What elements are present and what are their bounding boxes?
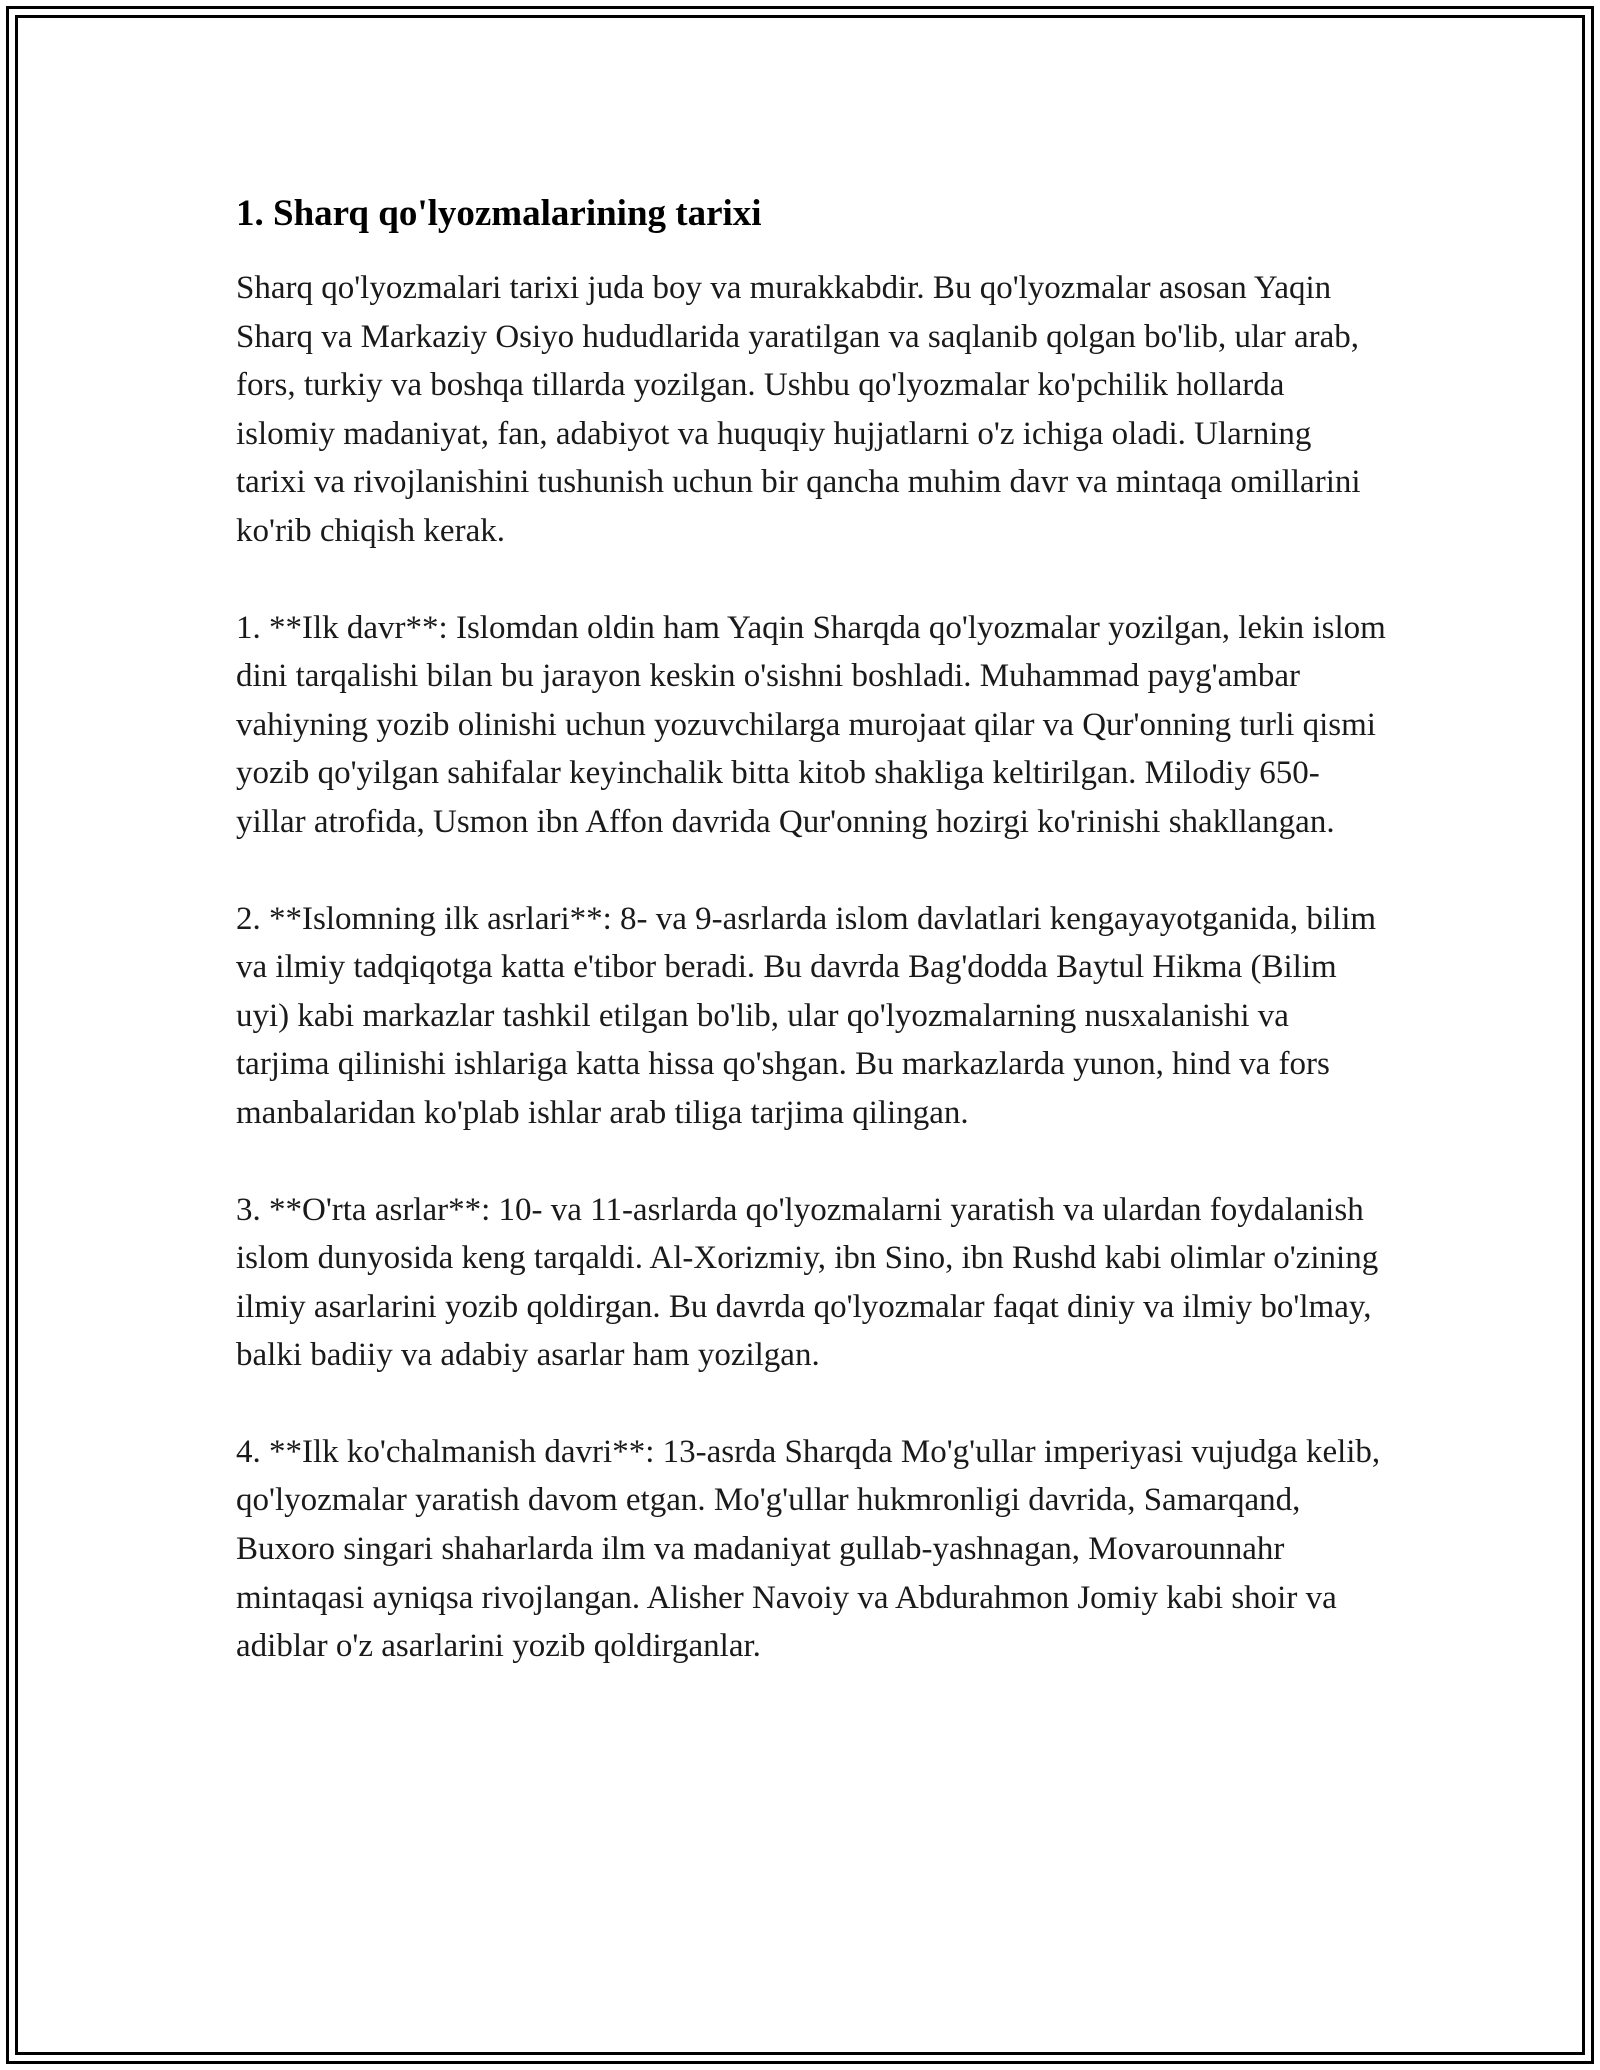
paragraph-ilk-davr: 1. **Ilk davr**: Islomdan oldin ham Yaqin Sharqda qo'lyozmalar yozilgan, lekin islom dini tarqalishi bilan bu jarayon keskin o'sishni boshladi. Muhammad payg'ambar vahiyning yozib olinishi uchun yozuvchilarga murojaat qilar va Qur'onning turli qismi yozib qo'yilgan sahifalar keyinchalik bitta kitob shakliga keltirilgan. Milodiy 650-yillar atrofida, Usmon ibn Affon davrida Qur'onning hozirgi ko'rinishi shakllangan. <box>236 609 1386 840</box>
paragraph-orta-asrlar: 3. **O'rta asrlar**: 10- va 11-asrlarda qo'lyozmalarni yaratish va ulardan foydalanish islom dunyosida keng tarqaldi. Al-Xorizmiy, ibn Sino, ibn Rushd kabi olimlar o'zining ilmiy asarlarini yozib qoldirgan. Bu davrda qo'lyozmalar faqat diniy va ilmiy bo'lmay, balki badiiy va adabiy asarlar ham yozilgan. <box>236 1191 1379 1374</box>
paragraph-islomning-ilk-asrlari: 2. **Islomning ilk asrlari**: 8- va 9-asrlarda islom davlatlari kengayayotganida, bilim va ilmiy tadqiqotga katta e'tibor beradi. Bu davrda Bag'dodda Baytul Hikma (Bilim uyi) kabi markazlar tashkil etilgan bo'lib, ular qo'lyozmalarning nusxalanishi va tarjima qilinishi ishlariga katta hissa qo'shgan. Bu markazlarda yunon, hind va fors manbalaridan ko'plab ishlar arab tiliga tarjima qilingan. <box>236 900 1377 1131</box>
document-title: 1. Sharq qo'lyozmalarining tarixi <box>236 193 762 234</box>
paragraph-ilk-kochalmanish-davri: 4. **Ilk ko'chalmanish davri**: 13-asrda Sharqda Mo'g'ullar imperiyasi vujudga kelib, qo'lyozmalar yaratish davom etgan. Mo'g'ullar hukmronligi davrida, Samarqand, Buxoro singari shaharlarda ilm va madaniyat gullab-yashnagan, Movarounnahr mintaqasi ayniqsa rivojlangan. Alisher Navoiy va Abdurahmon Jomiy kabi shoir va adiblar o'z asarlarini yozib qoldirganlar. <box>236 1433 1381 1665</box>
intro-paragraph: Sharq qo'lyozmalari tarixi juda boy va murakkabdir. Bu qo'lyozmalar asosan Yaqin Sharq va Markaziy Osiyo hududlarida yaratilgan va saqlanib qolgan bo'lib, ular arab, fors, turkiy va boshqa tillarda yozilgan. Ushbu qo'lyozmalar ko'pchilik hollarda islomiy madaniyat, fan, adabiyot va huquqiy hujjatlarni o'z ichiga oladi. Ularning tarixi va rivojlanishini tushunish uchun bir qancha muhim davr va mintaqa omillarini ko'rib chiqish kerak. <box>236 270 1361 549</box>
document-body <box>236 186 1386 1671</box>
